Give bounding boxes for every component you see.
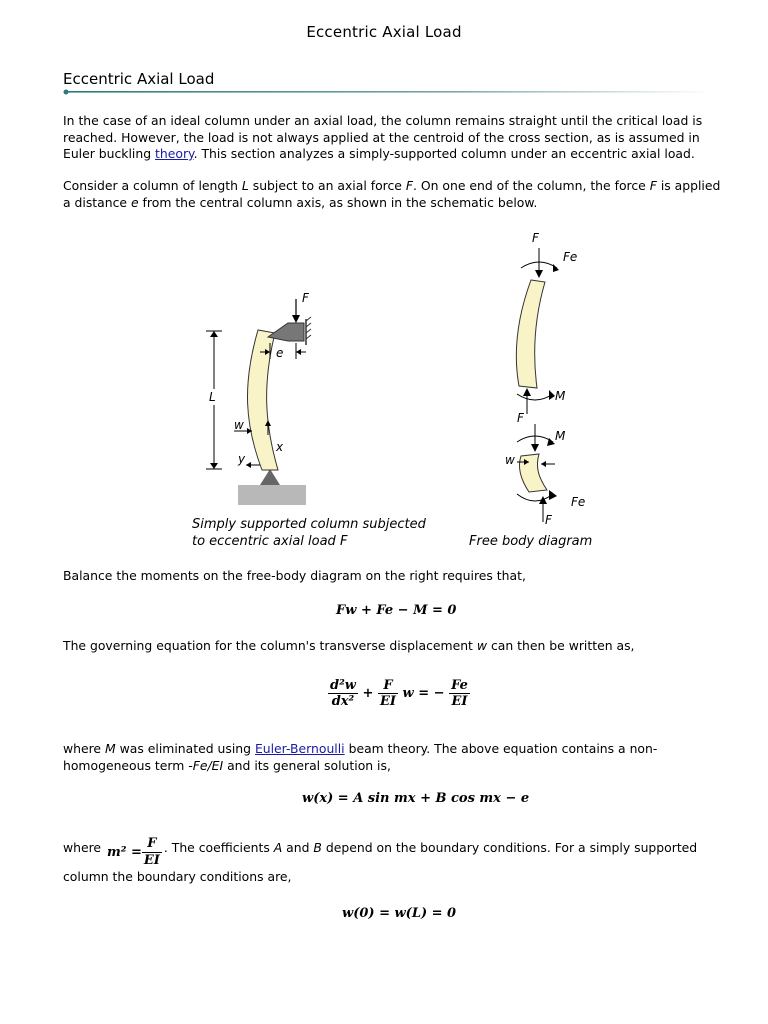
caption-line: to eccentric axial load F	[192, 534, 348, 549]
caption-line: Simply supported column subjected	[192, 517, 426, 532]
label-M-lower: M	[555, 429, 566, 443]
frac-den: dx²	[331, 694, 355, 709]
load-cap	[268, 323, 304, 341]
page-title: Eccentric Axial Load	[306, 23, 462, 41]
equation-boundary-conditions: w(0) = w(L) = 0	[342, 906, 457, 921]
equation-moment-balance: Fw + Fe − M = 0	[336, 603, 457, 618]
frac-den: EI	[379, 694, 396, 709]
moment-balance-paragraph: Balance the moments on the free-body diagram on the right requires that,	[63, 568, 526, 583]
var-w: w	[402, 686, 414, 701]
upper-segment	[516, 280, 545, 388]
operator: +	[362, 686, 374, 701]
para-text: The governing equation for the column's transverse displacement	[63, 638, 477, 653]
para-text: where	[63, 741, 105, 756]
equation-m-squared	[107, 836, 162, 869]
label-F-bottom: F	[545, 513, 552, 527]
column-body	[247, 330, 278, 470]
governing-paragraph	[63, 638, 723, 655]
para-text: . The coefficients	[163, 840, 274, 855]
var-B: B	[313, 840, 322, 855]
heading-rule	[63, 88, 713, 96]
label-x: x	[276, 440, 284, 454]
label-e: e	[276, 346, 284, 360]
para-text: from the central column axis, as shown in the schematic below.	[138, 194, 538, 210]
frac-num: d²w	[330, 678, 356, 693]
para-text: and	[282, 840, 314, 855]
para-text: can then be written as,	[487, 638, 635, 653]
intro-paragraph	[63, 113, 723, 163]
lower-segment	[519, 454, 547, 492]
coefficients-paragraph	[63, 836, 723, 885]
euler-bernoulli-link[interactable]: Euler-Bernoulli	[254, 741, 345, 756]
caption-right: Free body diagram	[469, 534, 593, 549]
equation-general-solution: w(x) = A sin mx + B cos mx − e	[302, 791, 530, 806]
frac-den: EI	[143, 853, 160, 868]
label-y: y	[238, 452, 246, 466]
label-M-mid: M	[555, 389, 566, 403]
label-F-top: F	[532, 231, 539, 245]
label-Fe-bottom: Fe	[571, 495, 586, 509]
eq-lhs: m² =	[107, 845, 142, 860]
label-F-mid: F	[517, 411, 524, 425]
para-text: beam theory. The above equation contains a non-homogeneous term	[63, 741, 658, 773]
para-text: . On one end of the column, the force	[412, 178, 650, 193]
equation-governing	[328, 678, 470, 709]
para-text: . This section analyzes a simply-supported column under an eccentric axial load.	[193, 146, 695, 161]
frac-num: F	[142, 836, 162, 853]
para-text: depend on the boundary conditions. For a simply supported column the boundary conditions are,	[63, 840, 698, 884]
var-L: L	[241, 178, 249, 193]
pin-support	[260, 469, 280, 485]
frac-num: F	[378, 678, 398, 694]
label-w-fbd: w	[505, 453, 515, 467]
label-F: F	[302, 291, 309, 305]
frac-num: Fe	[451, 678, 468, 693]
var-F: F	[649, 178, 657, 193]
setup-paragraph	[63, 178, 723, 211]
label-L: L	[209, 390, 216, 404]
theory-link[interactable]: theory	[155, 146, 194, 161]
operator: = −	[418, 686, 445, 701]
label-Fe-top: Fe	[563, 250, 578, 264]
para-text: where	[63, 840, 105, 855]
var-F: F	[405, 178, 413, 193]
label-w: w	[234, 418, 244, 432]
var-A: A	[273, 840, 283, 855]
term-fe-ei: -Fe/EI	[188, 757, 224, 773]
var-M: M	[105, 741, 116, 756]
free-body-diagram	[495, 228, 605, 528]
frac-den: EI	[451, 694, 468, 709]
para-text: In the case of an ideal column under an axial load, the column remains straight until the critical load is reached. However, the load is not always applied at the centroid of the cross section, as is assumed in Euler buckling	[63, 113, 703, 161]
para-text: is applied a distance	[63, 178, 721, 210]
para-text: subject to an axial force	[248, 178, 406, 193]
column-schematic	[190, 285, 340, 510]
var-e: e	[130, 194, 139, 210]
section-heading: Eccentric Axial Load	[63, 70, 215, 88]
para-text: Consider a column of length	[63, 178, 242, 193]
para-text: was eliminated using	[115, 741, 255, 756]
solution-paragraph	[63, 741, 723, 774]
para-text: and its general solution is,	[223, 757, 391, 773]
var-w: w	[476, 638, 487, 653]
caption-left	[192, 516, 426, 550]
ground-block	[238, 485, 306, 505]
